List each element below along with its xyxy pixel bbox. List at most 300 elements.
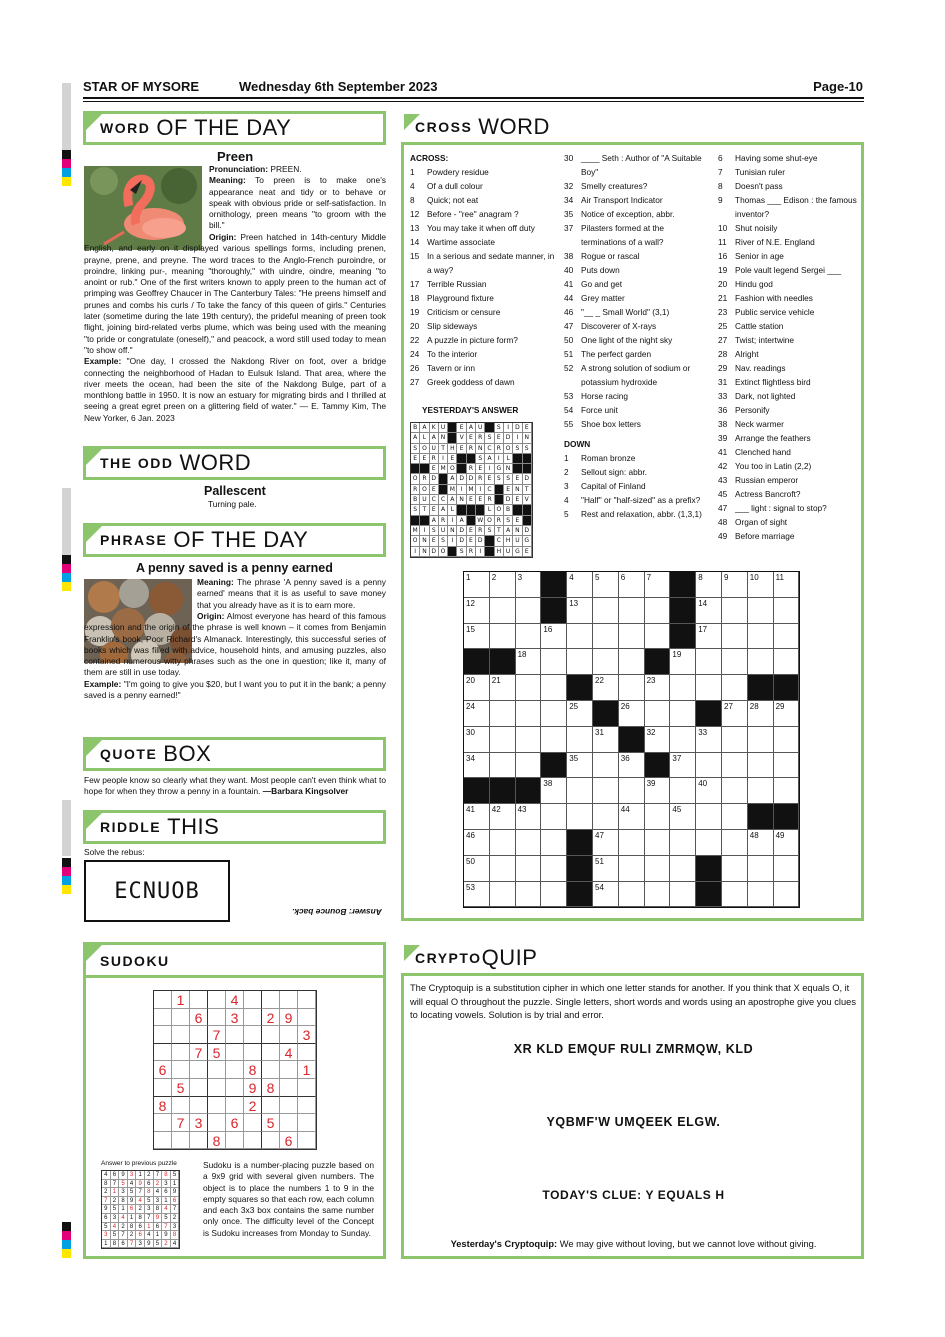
- crossword-cell[interactable]: [774, 649, 800, 675]
- crossword-cell[interactable]: [593, 882, 619, 908]
- clue-number-label: 50: [466, 856, 475, 866]
- clue-number-label: 39: [646, 779, 656, 789]
- crossword-cell[interactable]: [541, 675, 567, 701]
- crossword-cell[interactable]: [645, 572, 671, 598]
- clue-number: 38: [564, 251, 574, 261]
- crossword-cell[interactable]: [490, 624, 516, 650]
- sudoku-cell[interactable]: [298, 1009, 316, 1027]
- mini-grid-cell: [495, 495, 504, 505]
- sudoku-cell[interactable]: [190, 1097, 208, 1115]
- previous-answer-cell: 4: [145, 1231, 154, 1240]
- mini-grid-cell: U: [513, 536, 522, 546]
- quote-box-header: QUOTE BOX: [83, 737, 386, 771]
- crossword-cell[interactable]: [464, 572, 490, 598]
- sudoku-cell[interactable]: [280, 1114, 298, 1132]
- crossword-cell[interactable]: [748, 882, 774, 908]
- crossword-cell[interactable]: [464, 675, 490, 701]
- sudoku-cell[interactable]: [262, 1097, 280, 1115]
- clue-text: Alright: [735, 349, 759, 359]
- clue-number-label: 2: [491, 573, 497, 582]
- crossword-cell[interactable]: [748, 753, 774, 779]
- sudoku-cell[interactable]: [226, 1132, 244, 1150]
- crossword-cell[interactable]: [670, 804, 696, 830]
- crossword-cell[interactable]: [619, 624, 645, 650]
- crossword-cell[interactable]: [516, 572, 542, 598]
- crossword-cell[interactable]: [722, 882, 748, 908]
- crossword-cell[interactable]: [670, 727, 696, 753]
- sudoku-cell[interactable]: [298, 1044, 316, 1062]
- crossword-cell[interactable]: [464, 830, 490, 856]
- crossword-cell[interactable]: [593, 598, 619, 624]
- crossword-cell[interactable]: [696, 649, 722, 675]
- crossword-cell[interactable]: [696, 572, 722, 598]
- previous-answer-cell: 1: [145, 1223, 154, 1232]
- crossword-cell[interactable]: [567, 572, 593, 598]
- sudoku-cell[interactable]: [280, 1026, 298, 1044]
- crossword-cell[interactable]: [464, 598, 490, 624]
- clue-number-label: 36: [620, 753, 630, 763]
- crossword-cell[interactable]: [722, 675, 748, 701]
- previous-answer-cell: 2: [102, 1188, 111, 1197]
- crossword-cell[interactable]: [619, 830, 645, 856]
- crossword-cell[interactable]: [748, 598, 774, 624]
- sudoku-cell[interactable]: [208, 1009, 226, 1027]
- crossword-black-cell: [774, 675, 800, 701]
- crossword-cell[interactable]: [696, 830, 722, 856]
- crossword-cell[interactable]: [593, 649, 619, 675]
- crossword-cell[interactable]: [619, 649, 645, 675]
- crossword-cell[interactable]: [593, 572, 619, 598]
- crossword-cell[interactable]: [696, 598, 722, 624]
- crossword-cell[interactable]: [593, 753, 619, 779]
- clue-text: Tavern or inn: [427, 363, 475, 373]
- crossword-cell[interactable]: [464, 856, 490, 882]
- crossword-cell[interactable]: [619, 701, 645, 727]
- sudoku-cell[interactable]: [208, 1079, 226, 1097]
- crossword-cell[interactable]: [490, 727, 516, 753]
- sudoku-cell[interactable]: [190, 1132, 208, 1150]
- crossword-cell[interactable]: [645, 830, 671, 856]
- crossword-cell[interactable]: [490, 753, 516, 779]
- crossword-cell[interactable]: [696, 727, 722, 753]
- clue-item: [718, 417, 858, 431]
- sudoku-cell[interactable]: [226, 1044, 244, 1062]
- mini-grid-cell: O: [420, 444, 429, 454]
- crossword-cell[interactable]: [645, 727, 671, 753]
- crossword-cell[interactable]: [645, 624, 671, 650]
- sudoku-cell[interactable]: [190, 991, 208, 1009]
- crossword-cell[interactable]: [748, 727, 774, 753]
- clue-item: [564, 207, 704, 221]
- crossword-cell[interactable]: [748, 701, 774, 727]
- crossword-cell[interactable]: [567, 804, 593, 830]
- crossword-cell[interactable]: [696, 753, 722, 779]
- crossword-cell[interactable]: [541, 882, 567, 908]
- clue-text: Notice of exception, abbr.: [581, 209, 675, 219]
- sudoku-cell[interactable]: [244, 1114, 262, 1132]
- clue-text: Criticism or censure: [427, 307, 501, 317]
- sudoku-cell[interactable]: [154, 1044, 172, 1062]
- sudoku-cell[interactable]: [154, 991, 172, 1009]
- clue-number: 21: [718, 293, 728, 303]
- sudoku-cell[interactable]: [226, 1026, 244, 1044]
- crossword-cell[interactable]: [696, 778, 722, 804]
- sudoku-cell[interactable]: [172, 1009, 190, 1027]
- sudoku-cell[interactable]: [298, 991, 316, 1009]
- crossword-cell[interactable]: [593, 856, 619, 882]
- crossword-cell[interactable]: [567, 753, 593, 779]
- clue-text: Cattle station: [735, 321, 784, 331]
- sudoku-cell[interactable]: [280, 991, 298, 1009]
- clue-item: [564, 493, 704, 507]
- mini-grid-cell: I: [504, 423, 513, 433]
- crossword-cell[interactable]: [722, 753, 748, 779]
- crossword-cell[interactable]: [748, 572, 774, 598]
- crossword-cell[interactable]: [541, 701, 567, 727]
- crossword-cell[interactable]: [722, 701, 748, 727]
- crossword-cell[interactable]: [516, 753, 542, 779]
- sudoku-cell[interactable]: [244, 1132, 262, 1150]
- sudoku-cell[interactable]: [172, 1061, 190, 1079]
- mini-grid-cell: E: [420, 454, 429, 464]
- riddle-header: RIDDLE THIS: [83, 810, 386, 844]
- clue-item: [718, 277, 858, 291]
- crossword-cell[interactable]: [593, 624, 619, 650]
- previous-answer-cell: 9: [145, 1240, 154, 1249]
- sudoku-cell: 5: [262, 1114, 280, 1132]
- crossword-cell[interactable]: [670, 649, 696, 675]
- crossword-cell[interactable]: [774, 830, 800, 856]
- clue-number-label: 29: [775, 702, 785, 711]
- crossword-cell[interactable]: [619, 572, 645, 598]
- sudoku-cell[interactable]: [244, 991, 262, 1009]
- crossword-cell[interactable]: [670, 675, 696, 701]
- crossword-cell[interactable]: [670, 701, 696, 727]
- crossword-cell[interactable]: [619, 778, 645, 804]
- crossword-cell[interactable]: [490, 572, 516, 598]
- phrase-of-day-phrase: A penny saved is a penny earned: [136, 561, 333, 575]
- crossword-cell[interactable]: [774, 598, 800, 624]
- crossword-black-cell: [619, 727, 645, 753]
- mini-grid-cell: A: [457, 516, 466, 526]
- crossword-cell[interactable]: [464, 624, 490, 650]
- clue-number: 6: [718, 153, 723, 163]
- clue-text: You too in Latin (2,2): [735, 461, 812, 471]
- crossword-cell[interactable]: [516, 856, 542, 882]
- sudoku-cell[interactable]: [280, 1097, 298, 1115]
- clue-number-label: 17: [698, 624, 708, 634]
- crossword-cell[interactable]: [541, 649, 567, 675]
- mini-grid-cell: [420, 464, 429, 474]
- crossword-cell[interactable]: [541, 804, 567, 830]
- crossword-cell[interactable]: [464, 804, 490, 830]
- clue-item: [718, 151, 858, 165]
- crossword-cell[interactable]: [774, 624, 800, 650]
- mini-grid-cell: O: [448, 464, 457, 474]
- sudoku-cell[interactable]: [226, 1061, 244, 1079]
- crossword-cell[interactable]: [645, 675, 671, 701]
- mini-grid-cell: [448, 423, 457, 433]
- crossword-cell[interactable]: [490, 830, 516, 856]
- mini-grid-cell: [476, 505, 485, 515]
- previous-answer-cell: 7: [111, 1180, 120, 1189]
- mini-grid-cell: R: [467, 464, 476, 474]
- crossword-cell[interactable]: [490, 856, 516, 882]
- crossword-cell[interactable]: [490, 882, 516, 908]
- crossword-cell[interactable]: [516, 598, 542, 624]
- crossword-cell[interactable]: [619, 598, 645, 624]
- clue-number: 41: [564, 279, 574, 289]
- clue-number-label: 53: [466, 882, 475, 892]
- crossword-black-cell: [670, 598, 696, 624]
- mini-grid-cell: [523, 454, 532, 464]
- crossword-cell[interactable]: [645, 778, 671, 804]
- crossword-cell[interactable]: [722, 778, 748, 804]
- mini-grid-cell: C: [430, 495, 439, 505]
- clue-number-label: 47: [595, 831, 604, 840]
- sudoku-cell[interactable]: [262, 1044, 280, 1062]
- clue-item: [410, 305, 560, 319]
- crossword-cell[interactable]: [748, 778, 774, 804]
- previous-answer-cell: 7: [154, 1171, 163, 1180]
- clue-item: [718, 515, 858, 529]
- crossword-cell[interactable]: [645, 856, 671, 882]
- cryptoquip-clue: TODAY'S CLUE: Y EQUALS H: [542, 1188, 725, 1202]
- crossword-cell[interactable]: [722, 649, 748, 675]
- mini-grid-cell: O: [420, 485, 429, 495]
- crossword-cell[interactable]: [516, 727, 542, 753]
- crossword-cell[interactable]: [722, 624, 748, 650]
- clue-text: Greek goddess of dawn: [427, 377, 515, 387]
- sudoku-cell[interactable]: [262, 1026, 280, 1044]
- crossword-cell[interactable]: [645, 598, 671, 624]
- mini-grid-cell: I: [457, 485, 466, 495]
- crossword-cell[interactable]: [748, 649, 774, 675]
- sudoku-cell[interactable]: [190, 1026, 208, 1044]
- sudoku-cell[interactable]: [244, 1026, 262, 1044]
- crossword-cell[interactable]: [541, 830, 567, 856]
- sudoku-cell[interactable]: [280, 1061, 298, 1079]
- crossword-cell[interactable]: [593, 830, 619, 856]
- crossword-cell[interactable]: [593, 778, 619, 804]
- crossword-cell[interactable]: [670, 856, 696, 882]
- crossword-cell[interactable]: [645, 701, 671, 727]
- crossword-cell[interactable]: [516, 804, 542, 830]
- crossword-cell[interactable]: [516, 830, 542, 856]
- clue-number: 24: [410, 349, 420, 359]
- clue-number-label: 31: [595, 727, 604, 737]
- crossword-cell[interactable]: [567, 778, 593, 804]
- sudoku-cell[interactable]: [298, 1114, 316, 1132]
- sudoku-cell[interactable]: [262, 1061, 280, 1079]
- crossword-cell[interactable]: [516, 701, 542, 727]
- mini-grid-cell: U: [439, 423, 448, 433]
- sudoku-cell[interactable]: [172, 1097, 190, 1115]
- sudoku-cell: 8: [244, 1061, 262, 1079]
- crossword-cell[interactable]: [774, 727, 800, 753]
- sudoku-cell[interactable]: [208, 991, 226, 1009]
- crossword-cell[interactable]: [774, 882, 800, 908]
- crossword-cell[interactable]: [567, 701, 593, 727]
- clue-item: [564, 151, 704, 179]
- clue-item: [410, 207, 560, 221]
- mini-grid-cell: R: [485, 495, 494, 505]
- crossword-cell[interactable]: [567, 624, 593, 650]
- crossword-cell[interactable]: [541, 778, 567, 804]
- clue-item: [410, 165, 560, 179]
- previous-answer-cell: 6: [136, 1223, 145, 1232]
- crossword-cell[interactable]: [774, 753, 800, 779]
- crossword-cell[interactable]: [490, 701, 516, 727]
- sudoku-cell[interactable]: [154, 1079, 172, 1097]
- clue-number: 22: [410, 335, 420, 345]
- crossword-cell[interactable]: [516, 882, 542, 908]
- previous-answer-cell: 4: [154, 1188, 163, 1197]
- crossword-cell[interactable]: [670, 830, 696, 856]
- crossword-cell[interactable]: [464, 727, 490, 753]
- crossword-cell[interactable]: [774, 701, 800, 727]
- crossword-cell[interactable]: [645, 882, 671, 908]
- clue-number: 35: [564, 209, 574, 219]
- word-of-day-origin: Origin: Preen hatched in 14th-century Middle English, and early on it displayed various spellings forms, including prenen, prayne, prene, and preyne. The word traces to the Anglo-French puroindre, or proindre, linking pur-, meaning "thoroughly," with uindre, oindre, meaning "to anoint or rub." One of the first writers known to apply preen to the human act of primping was Geoffrey Chaucer in The Canterbury Tales: "He preens himself and prunes and combs his curls / To take the fancy of this queen of girls." Centuries later (sometime during the late 19th century), the prideful meaning of preen took flight, joining bird-related verbs plume, which was being used with the meaning "to pride or congratulate (oneself)," and peacock, a word still used today to mean "to show off." Example: "One day, I crossed the Nakdong River on foot, over a bridge connecting the neighborhood of Hadan to Eulsuk Island. That area, where the river meets the ocean, had been the site of the Nakdong Bulge, part of a monthlong battle in 1950. It is now an estuary for migrating birds and I thrilled at seeing a great egret preen on a glittering field of water." — E. Tammy Kim, The New Yorker, 6 Jan. 2023: [84, 232, 387, 423]
- crossword-cell[interactable]: [774, 572, 800, 598]
- crossword-cell[interactable]: [490, 598, 516, 624]
- crossword-cell[interactable]: [593, 675, 619, 701]
- clue-text: Terrible Russian: [427, 279, 487, 289]
- crossword-cell[interactable]: [645, 804, 671, 830]
- color-bar: [62, 1222, 71, 1258]
- crossword-cell[interactable]: [464, 882, 490, 908]
- previous-answer-cell: 7: [171, 1205, 180, 1214]
- sudoku-cell[interactable]: [244, 1044, 262, 1062]
- crossword-cell[interactable]: [619, 856, 645, 882]
- crossword-cell[interactable]: [722, 804, 748, 830]
- clue-number-label: 23: [646, 676, 656, 686]
- sudoku-cell[interactable]: [172, 1044, 190, 1062]
- sudoku-cell[interactable]: [154, 1132, 172, 1150]
- crossword-cell[interactable]: [696, 675, 722, 701]
- clue-item: [718, 193, 858, 221]
- clue-item: [410, 249, 560, 277]
- crossword-cell[interactable]: [516, 624, 542, 650]
- mini-grid-cell: [467, 454, 476, 464]
- crossword-cell[interactable]: [464, 753, 490, 779]
- crossword-cell[interactable]: [774, 778, 800, 804]
- sudoku-cell[interactable]: [190, 1079, 208, 1097]
- crossword-cell[interactable]: [593, 804, 619, 830]
- crossword-cell[interactable]: [490, 804, 516, 830]
- crossword-black-cell: [670, 624, 696, 650]
- crossword-cell[interactable]: [748, 856, 774, 882]
- crossword-cell[interactable]: [722, 727, 748, 753]
- crossword-cell[interactable]: [670, 753, 696, 779]
- mini-grid-cell: E: [476, 495, 485, 505]
- clue-item: [718, 459, 858, 473]
- sudoku-cell[interactable]: [262, 991, 280, 1009]
- sudoku-cell[interactable]: [208, 1061, 226, 1079]
- previous-answer-cell: 2: [162, 1240, 171, 1249]
- crossword-cell[interactable]: [670, 778, 696, 804]
- crossword-cell[interactable]: [567, 598, 593, 624]
- crossword-cell[interactable]: [619, 753, 645, 779]
- clue-number: 48: [718, 517, 728, 527]
- sudoku-cell[interactable]: [262, 1132, 280, 1150]
- previous-sudoku-answer: [101, 1170, 180, 1249]
- sudoku-cell[interactable]: [208, 1114, 226, 1132]
- crossword-cell[interactable]: [567, 649, 593, 675]
- crossword-black-cell: [645, 753, 671, 779]
- clue-item: [718, 487, 858, 501]
- sudoku-cell[interactable]: [226, 1079, 244, 1097]
- crossword-cell[interactable]: [619, 804, 645, 830]
- mini-grid-cell: O: [439, 547, 448, 557]
- sudoku-cell[interactable]: [298, 1097, 316, 1115]
- crossword-cell[interactable]: [722, 856, 748, 882]
- clue-number-label: 48: [749, 831, 759, 840]
- crossword-cell[interactable]: [490, 675, 516, 701]
- sudoku-cell[interactable]: [298, 1079, 316, 1097]
- mini-grid-cell: [411, 464, 420, 474]
- crossword-cell[interactable]: [722, 830, 748, 856]
- crossword-cell[interactable]: [516, 675, 542, 701]
- sudoku-cell: 1: [172, 991, 190, 1009]
- crossword-cell[interactable]: [696, 804, 722, 830]
- sudoku-cell[interactable]: [172, 1132, 190, 1150]
- sudoku-cell[interactable]: [172, 1026, 190, 1044]
- crossword-cell[interactable]: [748, 624, 774, 650]
- previous-answer-cell: 4: [171, 1240, 180, 1249]
- crossword-cell[interactable]: [619, 882, 645, 908]
- sudoku-cell[interactable]: [208, 1097, 226, 1115]
- clue-number: 3: [564, 481, 569, 491]
- crossword-black-cell: [464, 778, 490, 804]
- crossword-cell[interactable]: [516, 649, 542, 675]
- sudoku-cell[interactable]: [298, 1132, 316, 1150]
- previous-answer-cell: 8: [136, 1214, 145, 1223]
- sudoku-cell[interactable]: [154, 1114, 172, 1132]
- crossword-cell[interactable]: [541, 856, 567, 882]
- sudoku-cell[interactable]: [226, 1097, 244, 1115]
- crossword-cell[interactable]: [619, 675, 645, 701]
- mini-grid-cell: N: [513, 485, 522, 495]
- sudoku-cell[interactable]: [280, 1079, 298, 1097]
- previous-answer-cell: 5: [102, 1223, 111, 1232]
- sudoku-cell[interactable]: [154, 1009, 172, 1027]
- crossword-cell[interactable]: [593, 727, 619, 753]
- crossword-cell[interactable]: [541, 624, 567, 650]
- mini-grid-cell: E: [523, 423, 532, 433]
- crossword-black-cell: [567, 675, 593, 701]
- mini-grid-cell: D: [457, 526, 466, 536]
- sudoku-cell[interactable]: [154, 1026, 172, 1044]
- sudoku-cell[interactable]: [190, 1061, 208, 1079]
- crossword-cell[interactable]: [567, 727, 593, 753]
- sudoku-grid: [153, 990, 317, 1150]
- crossword-cell[interactable]: [464, 701, 490, 727]
- clue-item: [564, 249, 704, 263]
- crossword-cell[interactable]: [774, 856, 800, 882]
- crossword-cell[interactable]: [722, 572, 748, 598]
- mini-grid-cell: E: [467, 495, 476, 505]
- crossword-cell[interactable]: [541, 727, 567, 753]
- crossword-cell[interactable]: [748, 830, 774, 856]
- crossword-cell[interactable]: [722, 598, 748, 624]
- clue-text: Public service vehicle: [735, 307, 815, 317]
- sudoku-cell[interactable]: [244, 1009, 262, 1027]
- crossword-cell[interactable]: [670, 882, 696, 908]
- rebus-box: [84, 860, 230, 922]
- crossword-cell[interactable]: [696, 624, 722, 650]
